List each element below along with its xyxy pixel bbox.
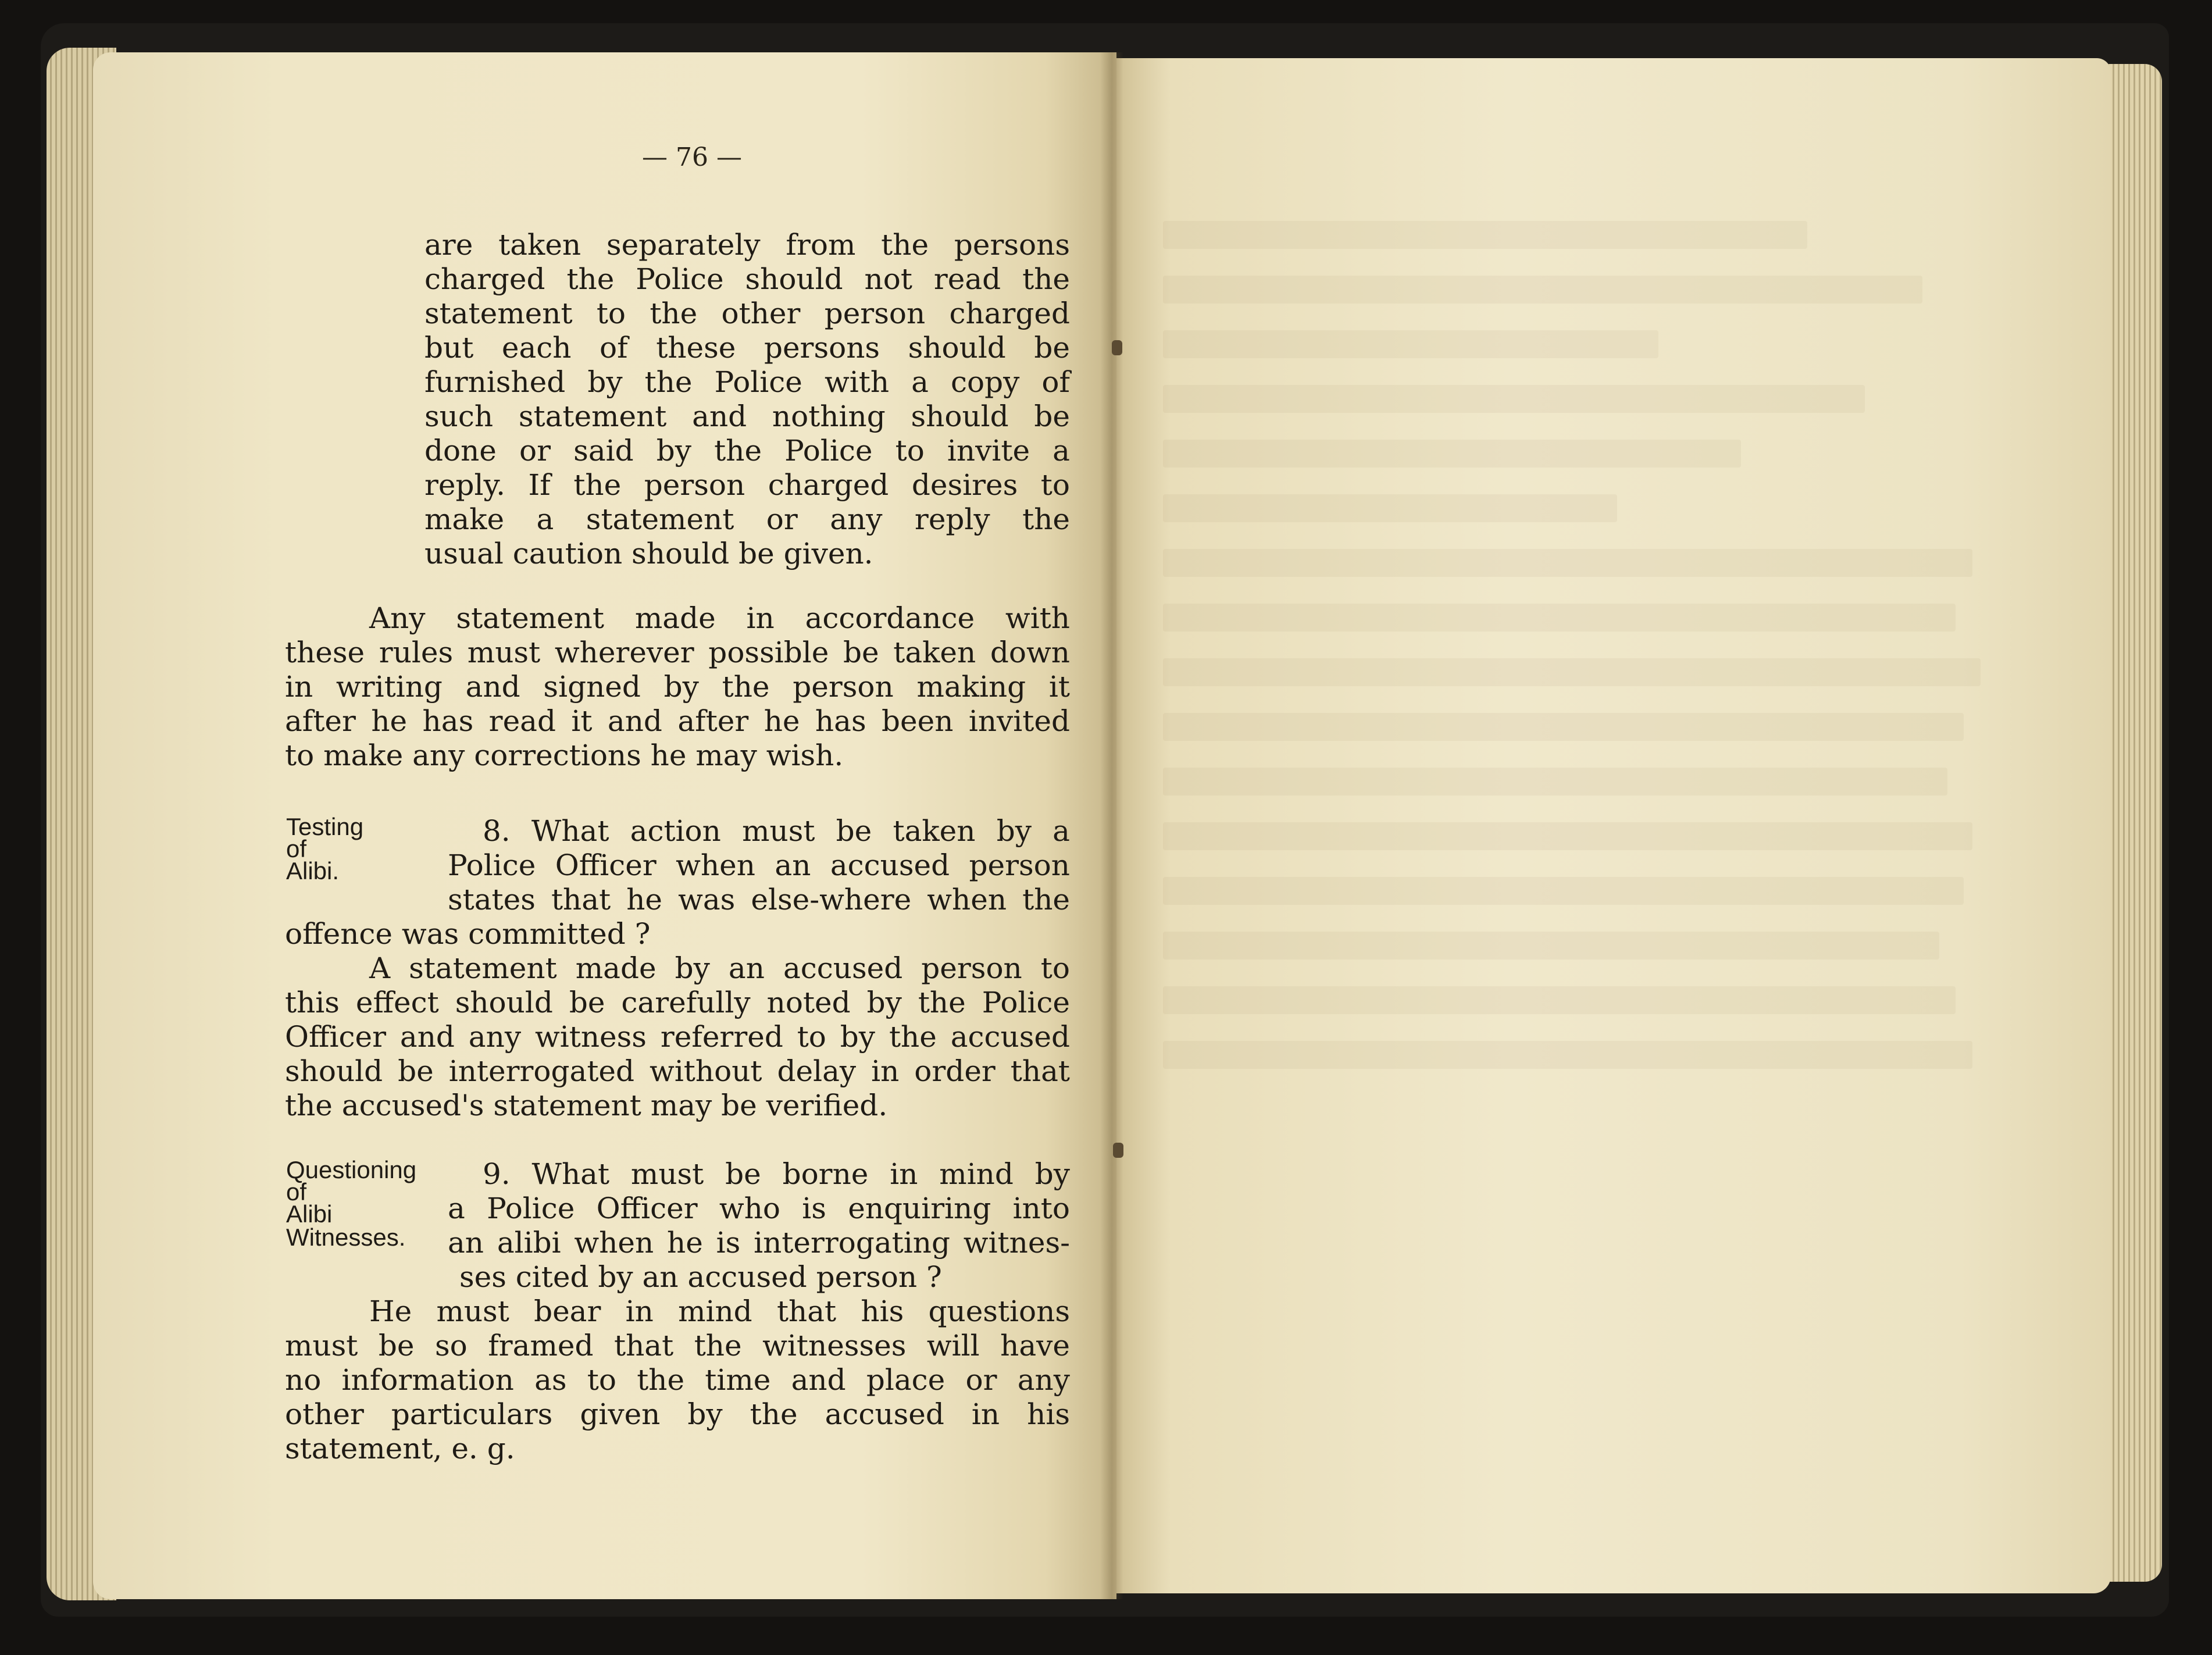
sidenote-line: of bbox=[286, 1178, 307, 1205]
question-8-tail bbox=[285, 917, 1070, 951]
text-line: no information as to the time and place or any bbox=[285, 1363, 1070, 1397]
sidenote-line: of bbox=[286, 835, 307, 862]
binding-stitch bbox=[1112, 340, 1122, 355]
sidenote-line: Testing bbox=[286, 813, 364, 840]
paragraph-continuation bbox=[424, 228, 1070, 571]
text-line: a Police Officer who is enquiring into bbox=[448, 1192, 1070, 1225]
text-line: make a statement or any reply the bbox=[424, 502, 1070, 536]
paragraph-statement-rules bbox=[285, 601, 1070, 773]
text-line: should be interrogated without delay in order that bbox=[285, 1054, 1070, 1088]
right-page-edges bbox=[2104, 64, 2162, 1582]
text-line: statement, e. g. bbox=[285, 1432, 515, 1465]
sidenote-testing-of-alibi bbox=[286, 814, 363, 884]
text-line: A statement made by an accused person to bbox=[369, 951, 1070, 985]
text-line: offence was committed ? bbox=[285, 917, 651, 951]
text-line: states that he was else-where when the bbox=[448, 883, 1070, 916]
text-line: to make any corrections he may wish. bbox=[285, 739, 844, 772]
text-line: charged the Police should not read the bbox=[424, 262, 1070, 296]
text-line: other particulars given by the accused in his bbox=[285, 1397, 1070, 1431]
text-line: He must bear in mind that his questions bbox=[369, 1294, 1070, 1328]
text-line: furnished by the Police with a copy of bbox=[424, 365, 1070, 399]
page-number: — 76 — bbox=[642, 142, 742, 172]
text-line: in writing and signed by the person making it bbox=[285, 670, 1070, 704]
text-line: 9. What must be borne in mind by bbox=[483, 1157, 1070, 1191]
text-line: such statement and nothing should be bbox=[424, 400, 1070, 433]
question-9 bbox=[448, 1157, 1070, 1294]
answer-8 bbox=[285, 951, 1070, 1123]
text-line: Police Officer when an accused person bbox=[448, 848, 1070, 882]
text-line: ses cited by an accused person ? bbox=[459, 1260, 942, 1294]
text-line: an alibi when he is interrogating witnes- bbox=[448, 1226, 1070, 1260]
text-line: usual caution should be given. bbox=[424, 537, 873, 570]
text-line: 8. What action must be taken by a bbox=[483, 814, 1070, 848]
facing-page-show-through bbox=[1163, 221, 1989, 1096]
sidenote-line: Witnesses. bbox=[286, 1224, 406, 1251]
text-line: this effect should be carefully noted by the Police bbox=[285, 986, 1070, 1019]
text-line: statement to the other person charged bbox=[424, 297, 1070, 330]
text-line: the accused's statement may be verified. bbox=[285, 1089, 888, 1122]
text-line: but each of these persons should be bbox=[424, 331, 1070, 365]
text-line: reply. If the person charged desires to bbox=[424, 468, 1070, 502]
sidenote-line: Alibi bbox=[286, 1200, 333, 1228]
text-line: done or said by the Police to invite a bbox=[424, 434, 1070, 468]
question-8 bbox=[448, 814, 1070, 917]
text-line: must be so framed that the witnesses will have bbox=[285, 1329, 1070, 1362]
text-line: after he has read it and after he has been invited bbox=[285, 704, 1070, 738]
answer-9 bbox=[285, 1294, 1070, 1466]
text-line: are taken separately from the persons bbox=[424, 228, 1070, 262]
text-line: these rules must wherever possible be taken down bbox=[285, 636, 1070, 669]
text-line: Officer and any witness referred to by the accused bbox=[285, 1020, 1070, 1054]
sidenote-line: Questioning bbox=[286, 1156, 417, 1183]
sidenote-questioning-of-alibi-witnesses bbox=[286, 1157, 416, 1250]
text-line: Any statement made in accordance with bbox=[369, 601, 1070, 635]
binding-stitch bbox=[1113, 1143, 1123, 1158]
book-gutter bbox=[1100, 52, 1123, 1599]
sidenote-line: Alibi. bbox=[286, 857, 340, 884]
